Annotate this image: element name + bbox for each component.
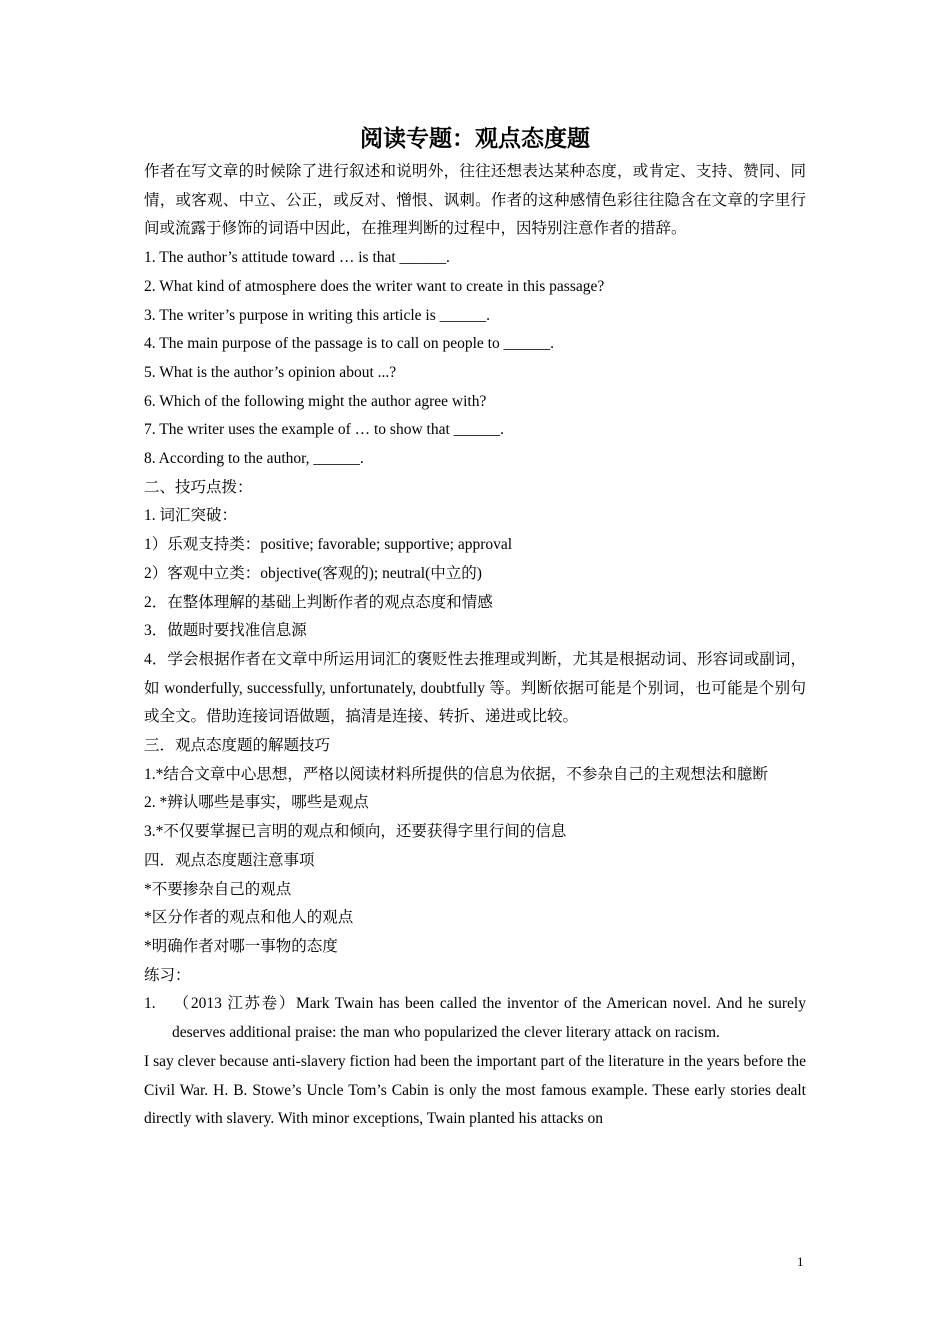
note-3: *明确作者对哪一事物的态度 bbox=[144, 937, 338, 955]
intro-paragraph: 作者在写文章的时候除了进行叙述和说明外，往往还想表达某种态度，或肯定、支持、赞同、同情，或客观、中立、公正，或反对、憎恨、讽刺。作者的这种感情色彩往往隐含在文章的字里行间或流露于修饰的词语中因此，在推理判断的过程中，因特别注意作者的措辞。 bbox=[144, 163, 806, 238]
exercise-passage-paragraph: I say clever because anti-slavery fiction had been the important part of the literature in the years before the Civil War. H. B. Stowe’s Uncle Tom’s Cabin is only the most famous example. These early stories dealt directly with slavery. With minor exceptions, Twain planted his attacks on bbox=[144, 1052, 806, 1128]
note-1: *不要掺杂自己的观点 bbox=[144, 880, 292, 898]
tip-4: 4．学会根据作者在文章中所运用词汇的褒贬性去推理或判断，尤其是根据动词、形容词或副词，如 wonderfully, successfully, unfortunately, doubtfully 等。判断依据可能是个别词，也可能是个别句或全文。借助连接词语做题，搞清是连接、转折、递进或比较。 bbox=[144, 650, 806, 726]
tip-2: 2．在整体理解的基础上判断作者的观点态度和情感 bbox=[144, 593, 493, 611]
page-number: 1 bbox=[797, 1254, 804, 1269]
technique-1: 1.*结合文章中心思想，严格以阅读材料所提供的信息为依据，不参杂自己的主观想法和臆断 bbox=[144, 765, 768, 783]
document-page bbox=[144, 120, 806, 1134]
question-type-4: 4. The main purpose of the passage is to call on people to ______. bbox=[144, 335, 554, 353]
question-type-7: 7. The writer uses the example of … to show that ______. bbox=[144, 421, 505, 439]
question-type-5: 5. What is the author’s opinion about ...? bbox=[144, 363, 397, 381]
question-type-1: 1. The author’s attitude toward … is that ______. bbox=[144, 249, 450, 267]
exercise-item-1-text: （2013 江苏卷）Mark Twain has been called the inventor of the American novel. And he surely deserves additional praise: the man who popularized the clever literary attack on racism. bbox=[172, 995, 806, 1042]
technique-3: 3.*不仅要掌握已言明的观点和倾向，还要获得字里行间的信息 bbox=[144, 823, 567, 841]
section-2-heading: 二、技巧点拨： bbox=[144, 478, 253, 496]
vocab-item-positive: 1）乐观支持类：positive; favorable; supportive; approval bbox=[144, 536, 513, 554]
question-type-6: 6. Which of the following might the author agree with? bbox=[144, 392, 487, 410]
question-type-8: 8. According to the author, ______. bbox=[144, 450, 364, 468]
vocab-heading: 1. 词汇突破： bbox=[144, 507, 238, 525]
tip-3: 3．做题时要找准信息源 bbox=[144, 622, 307, 640]
question-type-2: 2. What kind of atmosphere does the writer want to create in this passage? bbox=[144, 277, 605, 295]
question-type-3: 3. The writer’s purpose in writing this article is ______. bbox=[144, 306, 490, 324]
exercise-item-1 bbox=[144, 990, 806, 1047]
page-title: 阅读专题：观点态度题 bbox=[360, 126, 590, 151]
vocab-item-neutral: 2）客观中立类：objective(客观的); neutral(中立的) bbox=[144, 564, 482, 582]
section-4-heading: 四．观点态度题注意事项 bbox=[144, 851, 315, 869]
note-2: *区分作者的观点和他人的观点 bbox=[144, 909, 354, 927]
exercise-item-1-number: 1. bbox=[144, 995, 156, 1013]
technique-2: 2. *辨认哪些是事实，哪些是观点 bbox=[144, 794, 369, 812]
exercise-heading: 练习： bbox=[144, 966, 191, 984]
section-3-heading: 三．观点态度题的解题技巧 bbox=[144, 737, 331, 755]
